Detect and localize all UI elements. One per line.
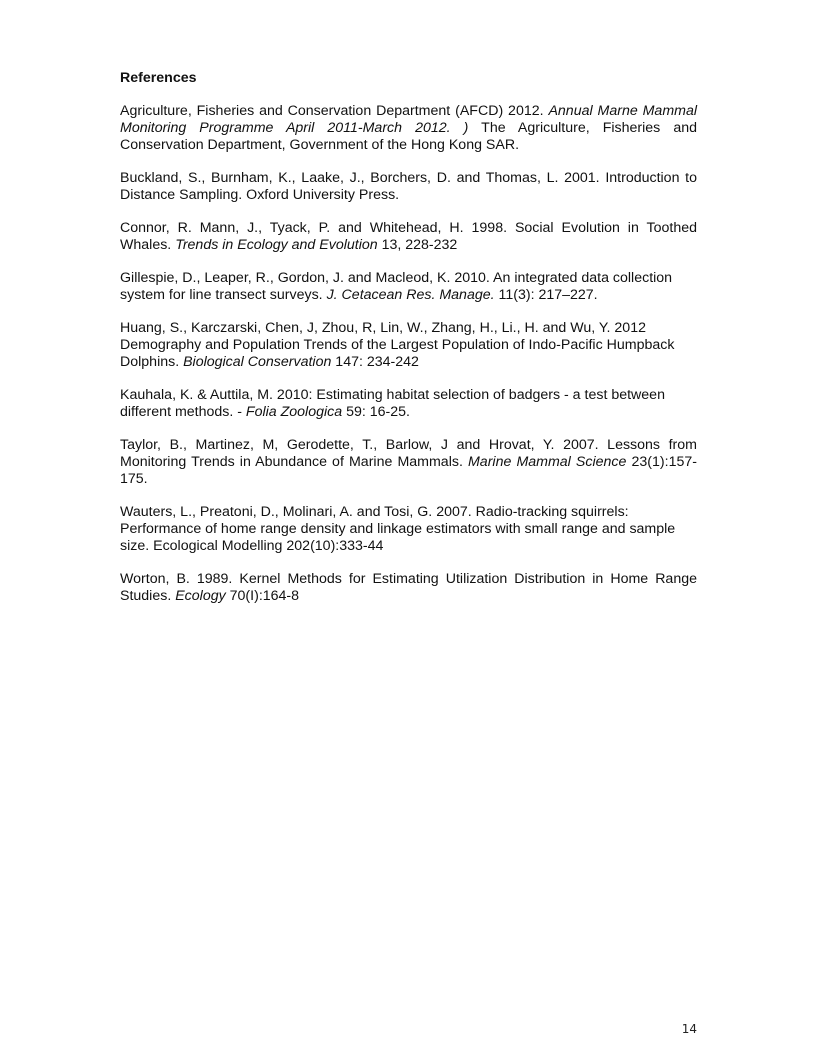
reference-afcd-2012 xyxy=(120,103,697,154)
reference-text: Huang, S., Karczarski, Chen, J, Zhou, R, Lin, W., Zhang, H., Li., H. and Wu, Y. 2012 Demography and Population Trends of the Largest Population of Indo-Pacific Humpback Dolphins. xyxy=(120,320,675,370)
reference-text: 59: 16-25. xyxy=(342,404,410,420)
reference-wauters-2007 xyxy=(120,504,697,555)
reference-italic: Trends in Ecology and Evolution xyxy=(175,237,378,253)
reference-text: Worton, B. 1989. Kernel Methods for Estimating Utilization Distribution in Home Range Studies. xyxy=(120,571,697,604)
reference-text: Agriculture, Fisheries and Conservation Department (AFCD) 2012. xyxy=(120,103,549,119)
reference-gillespie-2010 xyxy=(120,270,697,304)
reference-text: 11(3): 217–227. xyxy=(494,287,598,303)
reference-text: 70(I):164-8 xyxy=(225,588,300,604)
reference-taylor-2007 xyxy=(120,437,697,488)
reference-text: Gillespie, D., Leaper, R., Gordon, J. and Macleod, K. 2010. An integrated data collection system for line transect surveys. xyxy=(120,270,673,303)
references-heading: References xyxy=(120,70,197,86)
reference-huang-2012 xyxy=(120,320,697,371)
reference-connor-1998 xyxy=(120,220,697,254)
reference-text: Kauhala, K. & Auttila, M. 2010: Estimating habitat selection of badgers - a test between different methods. - xyxy=(120,387,665,420)
reference-text: 23(1):157-175. xyxy=(120,454,697,487)
reference-buckland-2001 xyxy=(120,170,697,204)
reference-italic: Marine Mammal Science xyxy=(467,454,627,470)
reference-text: Taylor, B., Martinez, M, Gerodette, T., Barlow, J and Hrovat, Y. 2007. Lessons from Monitoring Trends in Abundance of Marine Mammals. xyxy=(120,437,697,470)
reference-text: 147: 234-242 xyxy=(331,354,419,370)
reference-text: Buckland, S., Burnham, K., Laake, J., Borchers, D. and Thomas, L. 2001. Introduction to Distance Sampling. Oxford University Press. xyxy=(120,170,697,203)
reference-italic: Folia Zoologica xyxy=(245,404,343,420)
reference-italic: J. Cetacean Res. Manage. xyxy=(326,287,495,303)
reference-italic: Annual Marne Mammal Monitoring Programme April 2011-March 2012. ) xyxy=(120,103,697,136)
reference-italic: Biological Conservation xyxy=(183,354,332,370)
reference-text: Wauters, L., Preatoni, D., Molinari, A. and Tosi, G. 2007. Radio-tracking squirrels: Performance of home range density and linkage estimators with small range and sample size. Ecological Modelling 202(10):333-44 xyxy=(120,504,676,554)
references-section xyxy=(120,70,697,621)
reference-worton-1989 xyxy=(120,571,697,605)
reference-text: The Agriculture, Fisheries and Conservation Department, Government of the Hong Kong SAR. xyxy=(120,120,697,153)
reference-text: Connor, R. Mann, J., Tyack, P. and Whitehead, H. 1998. Social Evolution in Toothed Whales. xyxy=(120,220,697,253)
page-number: 14 xyxy=(681,1022,697,1036)
reference-kauhala-2010 xyxy=(120,387,697,421)
reference-italic: Ecology xyxy=(175,588,226,604)
reference-text: 13, 228-232 xyxy=(377,237,458,253)
